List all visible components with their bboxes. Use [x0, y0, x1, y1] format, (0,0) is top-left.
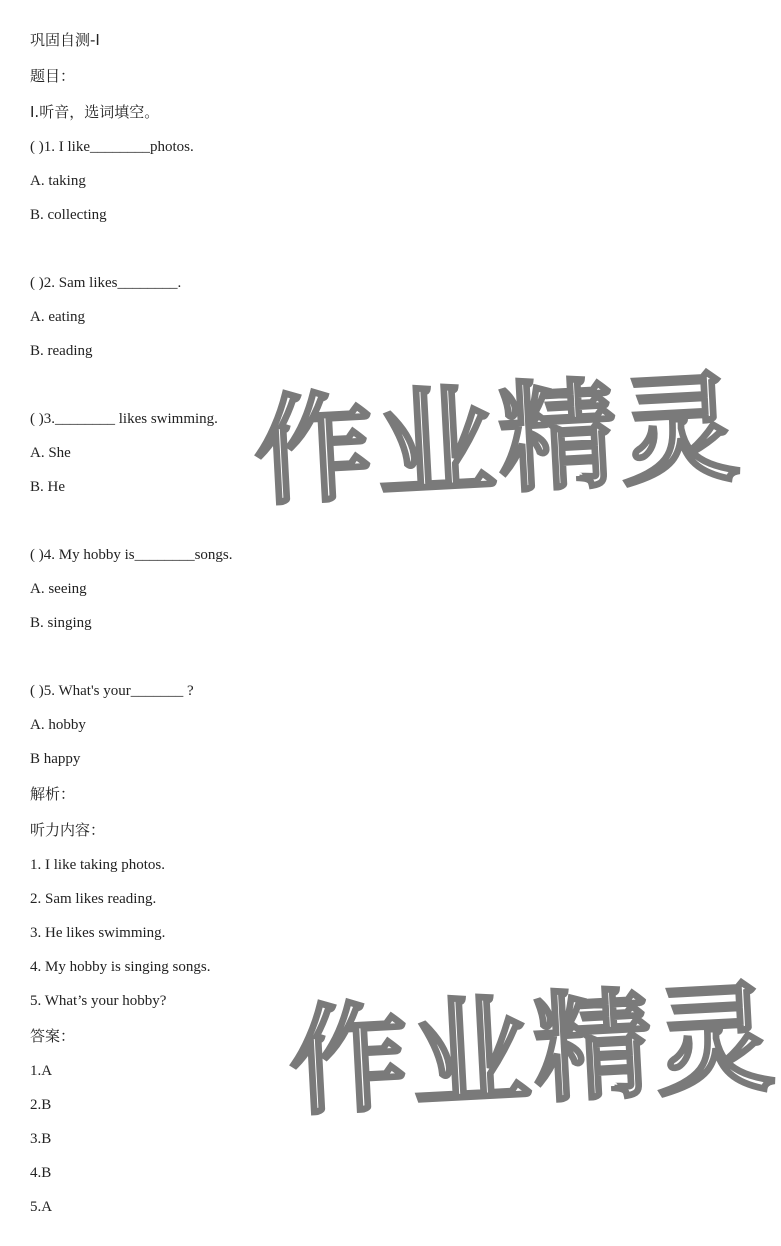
listening-line-4: 4. My hobby is singing songs. [30, 959, 211, 975]
question-1-stem: ( )1. I like________photos. [30, 139, 194, 155]
question-2-option-a: A. eating [30, 309, 85, 325]
listening-line-5: 5. What’s your hobby? [30, 993, 167, 1009]
question-5-option-b: B happy [30, 751, 81, 767]
question-4-option-a: A. seeing [30, 581, 87, 597]
analysis-section-label: 解析： [30, 785, 76, 803]
question-3-option-b: B. He [30, 479, 65, 495]
question-5-stem: ( )5. What's your_______ ? [30, 683, 194, 699]
answer-5: 5.A [30, 1199, 53, 1215]
question-3-stem: ( )3.________ likes swimming. [30, 411, 218, 427]
listening-line-2: 2. Sam likes reading. [30, 891, 157, 907]
question-4-option-b: B. singing [30, 615, 92, 631]
watermark: 作业精灵 [251, 358, 746, 522]
answer-4: 4.B [30, 1165, 52, 1181]
question-1-option-b: B. collecting [30, 207, 107, 223]
question-2-option-b: B. reading [30, 343, 93, 359]
question-section-label: 题目： [30, 67, 76, 85]
answer-2: 2.B [30, 1097, 52, 1113]
question-5-option-a: A. hobby [30, 717, 86, 733]
watermark: 作业精灵 [286, 968, 781, 1132]
listening-line-3: 3. He likes swimming. [30, 925, 166, 941]
page-title: 巩固自测-I [30, 31, 100, 49]
question-3-option-a: A. She [30, 445, 71, 461]
question-2-stem: ( )2. Sam likes________. [30, 275, 182, 291]
answer-3: 3.B [30, 1131, 52, 1147]
question-1-option-a: A. taking [30, 173, 86, 189]
instruction: I.听音，选词填空。 [30, 103, 160, 121]
listening-line-1: 1. I like taking photos. [30, 857, 165, 873]
answer-1: 1.A [30, 1063, 53, 1079]
question-4-stem: ( )4. My hobby is________songs. [30, 547, 233, 563]
answer-section-label: 答案： [30, 1027, 76, 1045]
listening-title: 听力内容： [30, 821, 106, 839]
